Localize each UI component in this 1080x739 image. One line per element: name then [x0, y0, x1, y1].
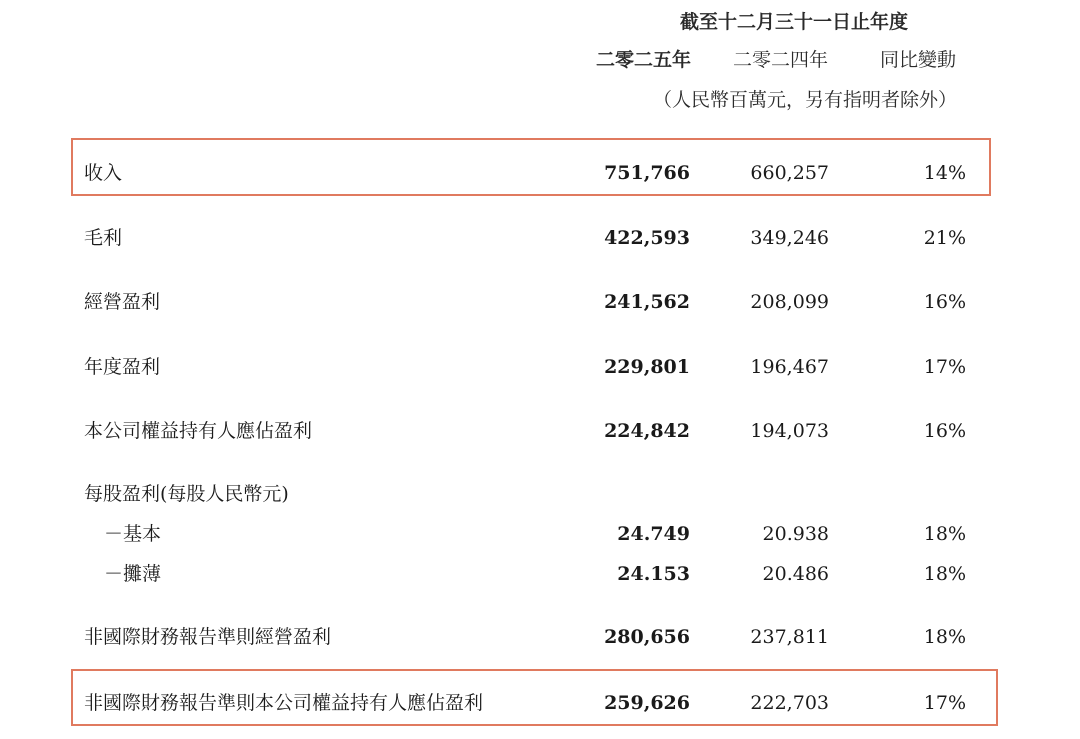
header-period: 截至十二月三十一日止年度: [680, 11, 909, 33]
column-header-2024: 二零二四年: [733, 49, 829, 71]
value-change: 18%: [923, 626, 966, 648]
value-2024: 349,246: [750, 227, 829, 249]
value-2025: 259,626: [604, 692, 690, 714]
table-row-gross-profit: [0, 218, 1080, 258]
value-2024: 222,703: [750, 692, 829, 714]
value-2025: 422,593: [604, 227, 690, 249]
value-2024: 660,257: [750, 162, 829, 184]
value-change: 16%: [923, 291, 966, 313]
value-2024: 208,099: [750, 291, 829, 313]
value-2025: 224,842: [604, 420, 690, 442]
value-2025: 751,766: [604, 162, 690, 184]
column-header-2025: 二零二五年: [596, 49, 692, 71]
value-change: 16%: [923, 420, 966, 442]
value-2024: 196,467: [750, 356, 829, 378]
table-row-eps-heading: [0, 474, 1080, 514]
value-change: 14%: [923, 162, 966, 184]
table-row-non-ifrs-operating-profit: [0, 617, 1080, 657]
table-row-non-ifrs-profit-attributable: [0, 683, 1080, 723]
value-2025: 24.153: [617, 563, 690, 585]
value-2025: 24.749: [617, 523, 690, 545]
table-row-eps-basic: [0, 514, 1080, 554]
value-change: 17%: [923, 356, 966, 378]
row-label: 非國際財務報告準則經營盈利: [84, 626, 332, 648]
row-label: 非國際財務報告準則本公司權益持有人應佔盈利: [84, 692, 484, 714]
row-label: 年度盈利: [84, 356, 161, 378]
table-row-operating-profit: [0, 282, 1080, 322]
value-change: 17%: [923, 692, 966, 714]
value-2025: 229,801: [604, 356, 690, 378]
value-2024: 20.938: [762, 523, 829, 545]
table-row-profit-for-year: [0, 347, 1080, 387]
row-label: 毛利: [84, 227, 123, 249]
row-label: 每股盈利(每股人民幣元): [84, 483, 289, 505]
value-2025: 280,656: [604, 626, 690, 648]
value-change: 18%: [923, 523, 966, 545]
value-change: 21%: [923, 227, 966, 249]
unit-note: （人民幣百萬元，另有指明者除外）: [653, 89, 958, 111]
value-change: 18%: [923, 563, 966, 585]
value-2025: 241,562: [604, 291, 690, 313]
row-label: 本公司權益持有人應佔盈利: [84, 420, 313, 442]
table-row-revenue: [0, 153, 1080, 193]
row-label: 經營盈利: [84, 291, 161, 313]
table-row-eps-diluted: [0, 554, 1080, 594]
column-header-change: 同比變動: [880, 49, 957, 71]
row-label: －基本: [104, 523, 162, 545]
value-2024: 20.486: [762, 563, 829, 585]
row-label: －攤薄: [104, 563, 162, 585]
row-label: 收入: [84, 162, 123, 184]
value-2024: 194,073: [750, 420, 829, 442]
table-row-profit-attributable: [0, 411, 1080, 451]
value-2024: 237,811: [750, 626, 829, 648]
